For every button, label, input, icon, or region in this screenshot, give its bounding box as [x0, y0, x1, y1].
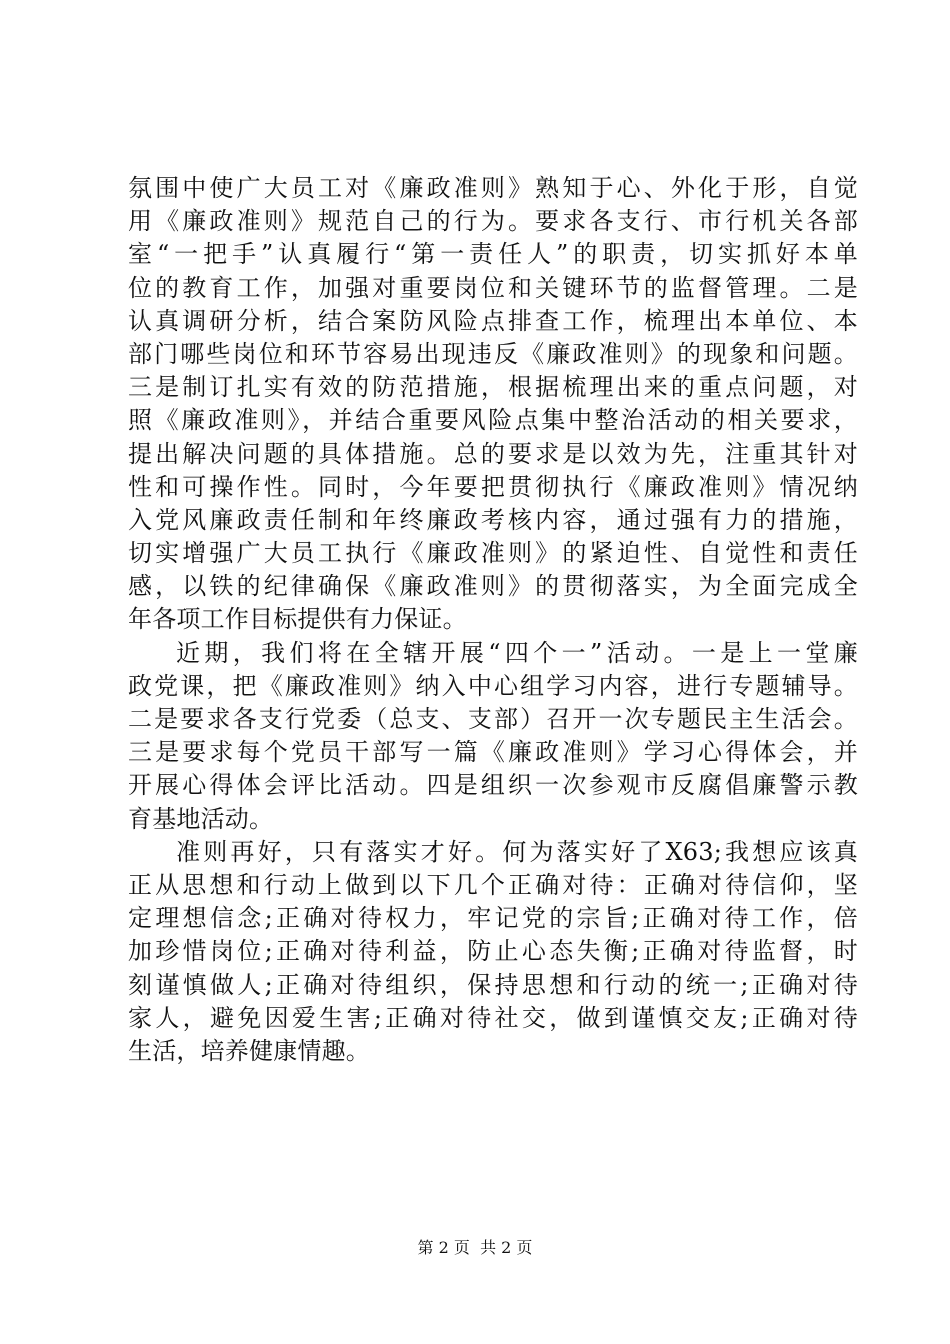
text-line: 氛围中使广大员工对《廉政准则》熟知于心、外化于形，自觉 [128, 174, 858, 202]
text-line: 生活，培养健康情趣。 [128, 1036, 370, 1065]
text-line: 三是制订扎实有效的防范措施，根据梳理出来的重点问题，对 [128, 373, 858, 402]
text-line: 刻谨慎做人;正确对待组织，保持思想和行动的统一;正确对待 [128, 970, 858, 999]
text-line: 认真调研分析，结合案防风险点排查工作，梳理出本单位、本 [128, 306, 858, 335]
text-line: 照《廉政准则》，并结合重要风险点集中整治活动的相关要求， [128, 406, 858, 435]
text-line: 性和可操作性。同时，今年要把贯彻执行《廉政准则》情况纳 [128, 472, 858, 501]
text-line: 用《廉政准则》规范自己的行为。要求各支行、市行机关各部 [128, 207, 858, 236]
text-line: 提出解决问题的具体措施。总的要求是以效为先，注重其针对 [128, 439, 858, 468]
text-line: 准则再好，只有落实才好。何为落实好了X63;我想应该真 [176, 837, 858, 866]
text-line: 感，以铁的纪律确保《廉政准则》的贯彻落实，为全面完成全 [128, 572, 858, 601]
text-line: 室“一把手”认真履行“第一责任人”的职责，切实抓好本单 [128, 240, 858, 269]
document-body [128, 172, 858, 1068]
page-number-label: 第 2 页 共 2 页 [417, 1238, 533, 1257]
text-line: 育基地活动。 [128, 804, 274, 833]
text-line: 入党风廉政责任制和年终廉政考核内容，通过强有力的措施， [128, 505, 858, 534]
text-line: 近期，我们将在全辖开展“四个一”活动。一是上一堂廉 [176, 638, 858, 667]
page-footer [0, 1238, 950, 1258]
text-line: 三是要求每个党员干部写一篇《廉政准则》学习心得体会，并 [128, 738, 858, 767]
text-line: 定理想信念;正确对待权力，牢记党的宗旨;正确对待工作，倍 [128, 904, 858, 933]
text-line: 二是要求各支行党委（总支、支部）召开一次专题民主生活会。 [128, 705, 858, 733]
text-line: 家人，避免因爱生害;正确对待社交，做到谨慎交友;正确对待 [128, 1003, 858, 1032]
text-line: 部门哪些岗位和环节容易出现违反《廉政准则》的现象和问题。 [128, 339, 858, 368]
text-line: 切实增强广大员工执行《廉政准则》的紧迫性、自觉性和责任 [128, 539, 858, 568]
text-line: 位的教育工作，加强对重要岗位和关键环节的监督管理。二是 [128, 273, 858, 302]
text-line: 正从思想和行动上做到以下几个正确对待：正确对待信仰，坚 [128, 870, 858, 899]
text-line: 加珍惜岗位;正确对待利益，防止心态失衡;正确对待监督，时 [128, 937, 858, 966]
text-line: 政党课，把《廉政准则》纳入中心组学习内容，进行专题辅导。 [128, 671, 858, 700]
text-line: 年各项工作目标提供有力保证。 [128, 605, 467, 634]
text-line: 开展心得体会评比活动。四是组织一次参观市反腐倡廉警示教 [128, 771, 858, 800]
